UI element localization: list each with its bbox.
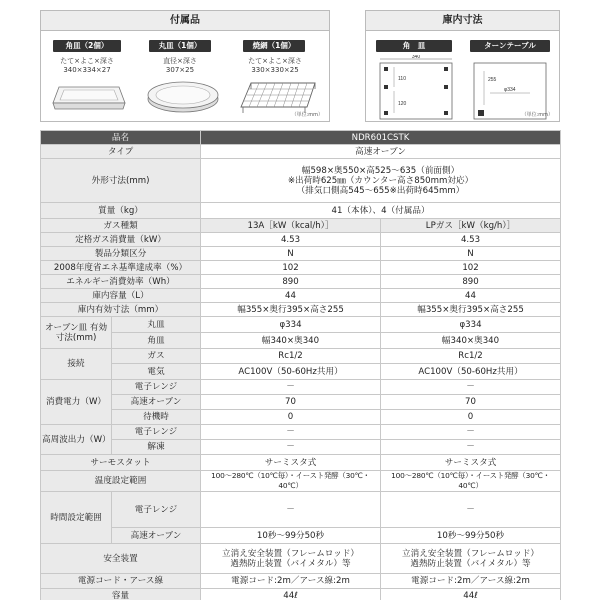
row-value-13a: N [201,247,381,261]
thermostat-lp: サーミスタ式 [381,455,561,471]
table-row [41,364,561,380]
table-row [41,317,561,333]
spec-table [40,130,561,600]
hf-output-label: 高周波出力（W） [41,425,112,455]
table-row [41,395,561,410]
accessory-round-dish-name: 丸皿（1個） [149,40,211,52]
accessory-square-dish-name: 角皿（2個） [53,40,121,52]
temp-range-13a: 100～280℃（10℃毎）・イースト発酵（30℃・40℃） [201,471,381,492]
table-row [41,261,561,275]
gas-conn-lp: Rc1/2 [381,349,561,364]
connection-label: 接続 [41,349,112,380]
accessory-dims-value: 340×334×27 [63,66,111,74]
row-value-lp: N [381,247,561,261]
row-value-lp: 44 [381,289,561,303]
table-row [41,455,561,471]
time-fast-label: 高速オーブン [112,528,201,544]
elec-conn-lp: AC100V（50-60Hz共用） [381,364,561,380]
diagram-dim-label: 120 [398,101,407,107]
time-mw-13a: － [201,492,381,528]
accessory-dims-value: 307×25 [165,66,195,74]
square-dish-lp: 幅340×奥340 [381,333,561,349]
safety-line: 過熱防止装置（バイメタル）等 [230,558,351,569]
mass-label: 質量（kg） [41,203,201,219]
row-label: 2008年度省エネ基準達成率（%） [41,261,201,275]
type-value: 高速オーブン [201,145,561,159]
safety-lp [381,544,561,574]
diagram-dim-label: 340 [411,55,421,60]
table-row [41,574,561,589]
hf-thaw-13a: － [201,440,381,455]
table-row [41,219,561,233]
capacity-lp: 44ℓ [381,589,561,600]
square-dish-diagram [374,55,458,121]
temp-range-lp: 100～280℃（10℃毎）・イースト発酵（30℃・40℃） [381,471,561,492]
row-value-lp: 102 [381,261,561,275]
time-mw-lp: － [381,492,561,528]
elec-conn-label: 電気 [112,364,201,380]
time-fast-lp: 10秒～99分50秒 [381,528,561,544]
accessory-round-dish-dims [137,57,223,75]
outer-dims-line: ※出荷時625㎜（カウンター高さ850mm対応） [287,175,474,186]
hf-thaw-label: 解凍 [112,440,201,455]
row-label: エネルギー消費効率（Wh） [41,275,201,289]
table-row [41,425,561,440]
round-dish-lp: φ334 [381,317,561,333]
safety-line: 立消え安全装置（フレームロッド） [402,548,540,559]
mass-value: 41（本体）、4（付属品） [201,203,561,219]
diagram-dim-label: φ334 [504,87,516,93]
row-value-lp: 4.53 [381,233,561,247]
accessory-grill-net-name: 焼網（1個） [243,40,305,52]
table-row [41,333,561,349]
row-value-13a: 幅355×奥行395×高さ255 [201,303,381,317]
time-fast-13a: 10秒～99分50秒 [201,528,381,544]
power-standby-label: 待機時 [112,410,201,425]
accessories-title: 付属品 [41,11,329,31]
table-row [41,233,561,247]
row-value-13a: 102 [201,261,381,275]
thermostat-label: サーモスタット [41,455,201,471]
row-value-13a: 44 [201,289,381,303]
row-label: 庫内容量（L） [41,289,201,303]
round-dish-image [145,77,221,115]
cord-13a: 電源コード:2m／アース線:2m [201,574,381,589]
interior-square-dish-name: 角 皿 [376,40,452,52]
power-mw-label: 電子レンジ [112,380,201,395]
outer-dims-label: 外形寸法(mm) [41,159,201,203]
table-row [41,544,561,574]
power-mw-13a: － [201,380,381,395]
power-mw-lp: － [381,380,561,395]
table-row [41,528,561,544]
power-fast-label: 高速オーブン [112,395,201,410]
time-mw-label: 電子レンジ [112,492,201,528]
cord-lp: 電源コード:2m／アース線:2m [381,574,561,589]
row-value-13a: 4.53 [201,233,381,247]
table-row [41,289,561,303]
outer-dims-line: 幅598×奥550×高525～635（前面側） [301,165,460,176]
table-row [41,589,561,600]
row-label: 製品分類区分 [41,247,201,261]
thermostat-13a: サーミスタ式 [201,455,381,471]
square-dish-13a: 幅340×奥340 [201,333,381,349]
type-label: タイプ [41,145,201,159]
accessory-grill-net-dims [233,57,317,75]
oven-dish-label: オーブン皿 有効寸法(mm) [41,317,112,349]
table-row [41,410,561,425]
power-fast-lp: 70 [381,395,561,410]
gas-13a-header: 13A［kW（kcal/h）］ [201,219,381,233]
time-range-label: 時間設定範囲 [41,492,112,544]
safety-13a [201,544,381,574]
square-dish-label: 角皿 [112,333,201,349]
diagram-dim-label: 255 [488,77,497,83]
power-label: 消費電力（W） [41,380,112,425]
power-standby-lp: 0 [381,410,561,425]
gas-conn-13a: Rc1/2 [201,349,381,364]
table-row [41,275,561,289]
safety-label: 安全装置 [41,544,201,574]
diagram-dim-label: 110 [398,76,406,82]
table-row [41,349,561,364]
table-row [41,203,561,219]
hf-thaw-lp: － [381,440,561,455]
capacity-label: 容量 [41,589,201,600]
table-row [41,145,561,159]
gas-lp-header: LPガス［kW（kg/h）］ [381,219,561,233]
gas-type-label: ガス種類 [41,219,201,233]
row-value-lp: 幅355×奥行395×高さ255 [381,303,561,317]
row-value-13a: 890 [201,275,381,289]
model-value: NDR601CSTK [201,131,561,145]
table-row [41,380,561,395]
outer-dims-value [201,159,561,203]
capacity-13a: 44ℓ [201,589,381,600]
power-standby-13a: 0 [201,410,381,425]
round-dish-13a: φ334 [201,317,381,333]
round-dish-label: 丸皿 [112,317,201,333]
interior-turntable-name: ターンテーブル [470,40,550,52]
interior-unit-note: （単位:mm） [521,112,553,118]
accessory-dims-value: 330×330×25 [251,66,299,74]
outer-dims-line: （排気口側高545～655※出荷時645mm） [296,185,465,196]
accessory-dims-label: たて×よこ×深さ [60,57,114,65]
table-row [41,131,561,145]
table-row [41,247,561,261]
hf-mw-13a: － [201,425,381,440]
table-row [41,471,561,492]
accessories-unit-note: （単位:mm） [291,112,323,118]
temp-range-label: 温度設定範囲 [41,471,201,492]
hf-mw-label: 電子レンジ [112,425,201,440]
interior-panel [365,10,560,122]
power-fast-13a: 70 [201,395,381,410]
table-row [41,159,561,203]
table-row [41,303,561,317]
accessory-square-dish-dims [47,57,127,75]
hf-mw-lp: － [381,425,561,440]
elec-conn-13a: AC100V（50-60Hz共用） [201,364,381,380]
interior-title: 庫内寸法 [366,11,559,31]
cord-label: 電源コード・アース線 [41,574,201,589]
safety-line: 過熱防止装置（バイメタル）等 [410,558,531,569]
safety-line: 立消え安全装置（フレームロッド） [222,548,360,559]
row-label: 庫内有効寸法（mm） [41,303,201,317]
accessories-panel [40,10,330,122]
model-label: 品名 [41,131,201,145]
accessory-dims-label: たて×よこ×深さ [248,57,302,65]
table-row [41,492,561,528]
row-label: 定格ガス消費量（kW） [41,233,201,247]
accessory-dims-label: 直径×深さ [163,57,197,65]
row-value-lp: 890 [381,275,561,289]
table-row [41,440,561,455]
square-dish-image [51,79,127,113]
gas-conn-label: ガス [112,349,201,364]
